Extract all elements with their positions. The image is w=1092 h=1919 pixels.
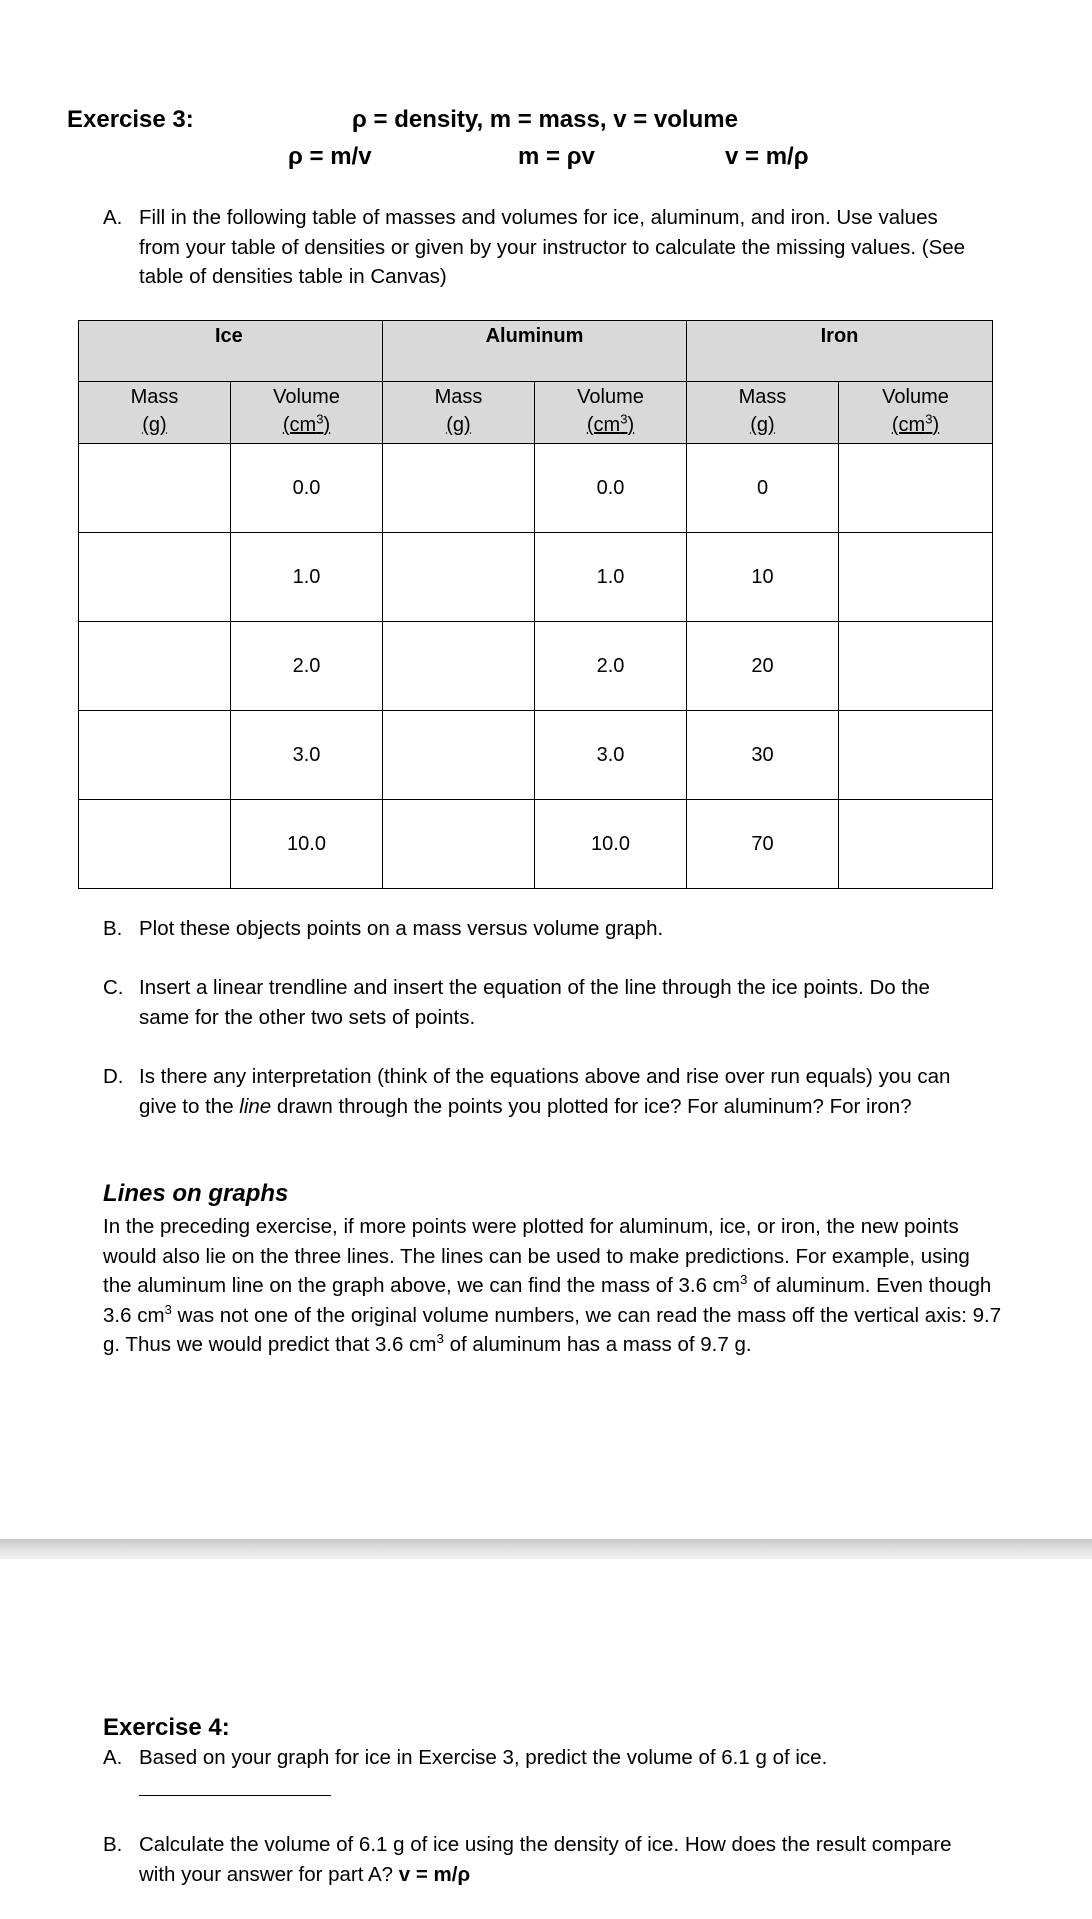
lines-on-graphs-title: Lines on graphs xyxy=(103,1180,289,1207)
group-ice: Ice xyxy=(79,321,383,382)
cell-ice-volume: 3.0 xyxy=(231,711,383,800)
part-b-label: B. xyxy=(103,917,123,940)
exercise-3-part-a xyxy=(103,203,983,292)
exercise-4-title: Exercise 4: xyxy=(103,1714,230,1741)
col-fe-mass: Mass (g) xyxy=(687,382,839,444)
group-aluminum: Aluminum xyxy=(383,321,687,382)
part-b-text: Calculate the volume of 6.1 g of ice using the density of ice. How does the result compare with your answer for part A? v = m/ρ xyxy=(139,1833,952,1886)
cell-al-mass[interactable] xyxy=(383,444,535,533)
exercise-4-part-b xyxy=(103,1830,983,1889)
exercise-3-part-b xyxy=(103,914,983,944)
table-column-header xyxy=(79,382,993,444)
cell-ice-mass[interactable] xyxy=(79,622,231,711)
cell-al-volume: 1.0 xyxy=(535,533,687,622)
cell-ice-volume: 0.0 xyxy=(231,444,383,533)
part-b-label: B. xyxy=(103,1833,123,1856)
cell-fe-volume[interactable] xyxy=(839,622,993,711)
cell-ice-mass[interactable] xyxy=(79,800,231,889)
cell-al-mass[interactable] xyxy=(383,622,535,711)
cell-fe-volume[interactable] xyxy=(839,444,993,533)
page-separator xyxy=(0,1539,1092,1559)
cell-al-mass[interactable] xyxy=(383,533,535,622)
cell-ice-volume: 1.0 xyxy=(231,533,383,622)
cell-al-volume: 3.0 xyxy=(535,711,687,800)
cell-fe-mass: 10 xyxy=(687,533,839,622)
exercise-3-part-d xyxy=(103,1062,983,1121)
part-b-text: Plot these objects points on a mass versus volume graph. xyxy=(139,917,664,940)
variable-definitions: ρ = density, m = mass, v = volume xyxy=(352,106,738,133)
mass-volume-table xyxy=(78,320,993,889)
table-row xyxy=(79,711,993,800)
part-c-text: Insert a linear trendline and insert the equation of the line through the ice points. Do the same for the other two sets of points. xyxy=(139,976,930,1029)
col-ice-volume: Volume $(cm^3)$ xyxy=(231,382,383,444)
cell-fe-mass: 0 xyxy=(687,444,839,533)
formula-volume-inline: v = m/ρ xyxy=(398,1862,471,1886)
table-group-header xyxy=(79,321,993,382)
exercise-3-title: Exercise 3: xyxy=(67,106,194,133)
cell-fe-mass: 20 xyxy=(687,622,839,711)
formula-density: ρ = m/v xyxy=(288,143,372,170)
group-iron: Iron xyxy=(687,321,993,382)
formula-mass: m = ρv xyxy=(518,143,595,170)
part-d-label: D. xyxy=(103,1065,124,1088)
cell-al-volume: 0.0 xyxy=(535,444,687,533)
table-row xyxy=(79,800,993,889)
part-a-text: Fill in the following table of masses and volumes for ice, aluminum, and iron. Use values from your table of densities or given by your instructor to calculate the missing values. (See table of densities table in Canvas) xyxy=(139,206,966,288)
cell-ice-volume: 2.0 xyxy=(231,622,383,711)
exercise-3-part-c xyxy=(103,973,983,1032)
part-a-label: A. xyxy=(103,206,123,229)
col-fe-volume: Volume $(cm^3)$ xyxy=(839,382,993,444)
part-c-label: C. xyxy=(103,976,124,999)
cell-ice-mass[interactable] xyxy=(79,444,231,533)
cell-ice-volume: 10.0 xyxy=(231,800,383,889)
cell-fe-volume[interactable] xyxy=(839,800,993,889)
formula-volume: v = m/ρ xyxy=(725,143,809,170)
cell-al-mass[interactable] xyxy=(383,800,535,889)
col-al-volume: Volume $(cm^3)$ xyxy=(535,382,687,444)
cell-al-mass[interactable] xyxy=(383,711,535,800)
cell-fe-volume[interactable] xyxy=(839,533,993,622)
table-row xyxy=(79,533,993,622)
table-row xyxy=(79,622,993,711)
exercise-4-part-a xyxy=(103,1743,983,1773)
cell-fe-mass: 70 xyxy=(687,800,839,889)
part-d-text: Is there any interpretation (think of the equations above and rise over run equals) you can give to the line drawn through the points you plotted for ice? For aluminum? For iron? xyxy=(139,1065,951,1118)
part-a-text: Based on your graph for ice in Exercise 3, predict the volume of 6.1 g of ice. xyxy=(139,1746,828,1769)
cell-fe-mass: 30 xyxy=(687,711,839,800)
lines-on-graphs-body: In the preceding exercise, if more points were plotted for aluminum, ice, or iron, the new points would also lie on the three lines. The lines can be used to make predictions. For example, using the aluminum line on the graph above, we can find the mass of 3.6 $cm^3$ of aluminum. Even though 3.6 $cm^3$ was not one of the original volume numbers, we can read the mass off the vertical axis: 9.7 g. Thus we would predict that 3.6 $cm^3$ of aluminum has a mass of 9.7 g. xyxy=(103,1215,1002,1356)
table-row xyxy=(79,444,993,533)
cell-ice-mass[interactable] xyxy=(79,711,231,800)
cell-al-volume: 2.0 xyxy=(535,622,687,711)
col-ice-mass: Mass (g) xyxy=(79,382,231,444)
col-al-mass: Mass (g) xyxy=(383,382,535,444)
cell-ice-mass[interactable] xyxy=(79,533,231,622)
part-a-label: A. xyxy=(103,1746,123,1769)
cell-al-volume: 10.0 xyxy=(535,800,687,889)
cell-fe-volume[interactable] xyxy=(839,711,993,800)
answer-blank-line[interactable] xyxy=(139,1795,331,1796)
